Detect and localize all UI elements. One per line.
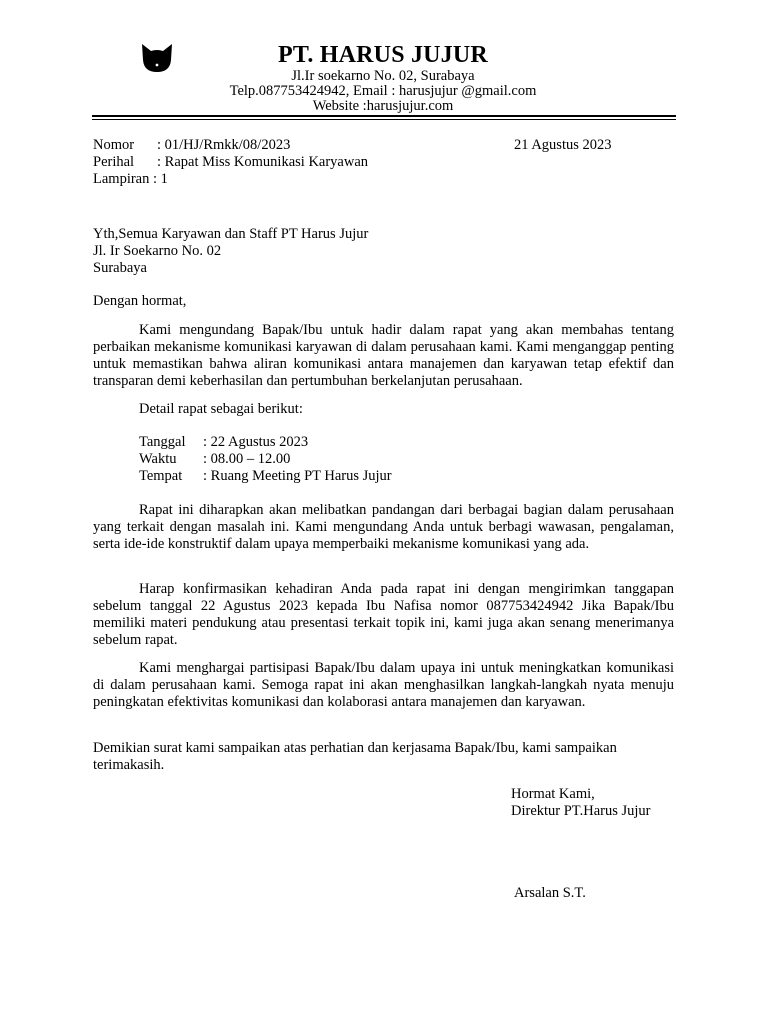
recipient-line-3: Surabaya (93, 260, 147, 276)
letter-date: 21 Agustus 2023 (514, 137, 612, 153)
recipient-line-2: Jl. Ir Soekarno No. 02 (93, 243, 222, 259)
header-divider-thin (92, 119, 676, 120)
detail-label-tempat: Tempat (139, 468, 183, 484)
paragraph-1 (93, 322, 674, 390)
company-contact: Telp.087753424942, Email : harusjujur @gmail.com (229, 83, 537, 99)
greeting: Dengan hormat, (93, 293, 187, 309)
detail-intro: Detail rapat sebagai berikut: (139, 401, 303, 417)
detail-label-waktu: Waktu (139, 451, 177, 467)
company-name: PT. HARUS JUJUR (278, 42, 488, 68)
recipient-line-1: Yth,Semua Karyawan dan Staff PT Harus Jujur (93, 226, 369, 242)
detail-value-tanggal: : 22 Agustus 2023 (203, 434, 309, 450)
detail-value-waktu: : 08.00 – 12.00 (203, 451, 291, 467)
detail-value-tempat: : Ruang Meeting PT Harus Jujur (203, 468, 392, 484)
company-address: Jl.Ir soekarno No. 02, Surabaya (291, 68, 475, 84)
signature-name: Arsalan S.T. (514, 885, 586, 901)
paragraph-3 (93, 581, 674, 649)
company-website: Website :harusjujur.com (312, 98, 454, 114)
header-divider-thick (92, 115, 676, 117)
signature-salutation: Hormat Kami, (511, 786, 595, 802)
detail-label-tanggal: Tanggal (139, 434, 186, 450)
paragraph-1-text: Kami mengundang Bapak/Ibu untuk hadir dalam rapat yang akan membahas tentang perbaikan mekanisme komunikasi karyawan di dalam perusahaan kami. Kami menganggap penting untuk memastikan bahwa aliran komunikasi antara manajemen dan karyawan tetap efektif dan transparan demi keberhasilan dan pertumbuhan berkelanjutan perusahaan. (93, 322, 674, 389)
paragraph-2-text: Rapat ini diharapkan akan melibatkan pandangan dari berbagai bagian dalam perusahaan yang terkait dengan masalah ini. Kami mengundang Anda untuk berbagi wawasan, pengalaman, serta ide-ide konstruktif dalam upaya memperbaiki mekanisme komunikasi yang ada. (93, 502, 674, 552)
nomor-value: : 01/HJ/Rmkk/08/2023 (157, 137, 291, 153)
paragraph-2 (93, 502, 674, 553)
paragraph-3-text: Harap konfirmasikan kehadiran Anda pada rapat ini dengan mengirimkan tanggapan sebelum tanggal 22 Agustus 2023 kepada Ibu Nafisa nomor 087753424942 Jika Bapak/Ibu memiliki materi pendukung atau presentasi terkait topik ini, kami juga akan senang menerimanya sebelum rapat. (93, 581, 674, 648)
perihal-label: Perihal (93, 154, 135, 170)
nomor-label: Nomor (93, 137, 135, 153)
signature-title: Direktur PT.Harus Jujur (511, 803, 651, 819)
paragraph-4 (93, 660, 674, 711)
perihal-value: : Rapat Miss Komunikasi Karyawan (157, 154, 369, 170)
paragraph-4-text: Kami menghargai partisipasi Bapak/Ibu dalam upaya ini untuk meningkatkan komunikasi di dalam perusahaan kami. Semoga rapat ini akan menghasilkan langkah-langkah nyata menuju peningkatan efektivitas komunikasi dan kolaborasi antara manajemen dan karyawan. (93, 660, 674, 710)
lampiran-line: Lampiran : 1 (93, 171, 168, 187)
closing-paragraph: Demikian surat kami sampaikan atas perhatian dan kerjasama Bapak/Ibu, kami sampaikan terimakasih. (93, 740, 617, 773)
